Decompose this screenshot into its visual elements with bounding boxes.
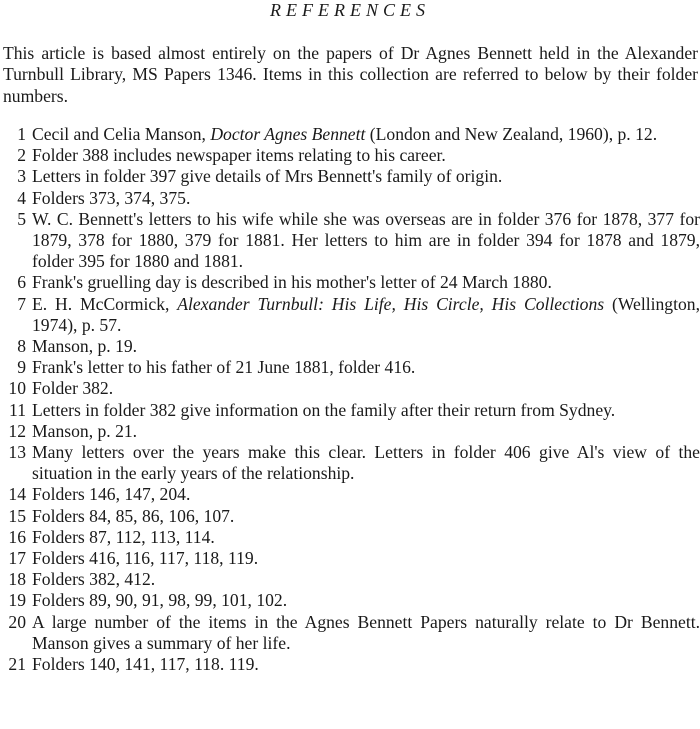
reference-item xyxy=(0,612,700,654)
reference-number: 4 xyxy=(17,187,26,208)
reference-text-main: Folders 146, 147, 204. xyxy=(32,484,191,505)
reference-number: 20 xyxy=(8,611,26,632)
reference-number: 16 xyxy=(8,526,26,547)
reference-text-main: Folder 382. xyxy=(32,378,114,399)
reference-text xyxy=(32,527,700,548)
reference-text xyxy=(32,294,700,336)
reference-number: 13 xyxy=(8,442,26,463)
reference-item xyxy=(0,400,700,421)
reference-item xyxy=(0,484,700,505)
reference-text-main: Frank's gruelling day is described in his mother's letter of 24 March 1880. xyxy=(32,272,552,293)
section-heading: REFERENCES xyxy=(270,0,430,20)
reference-item xyxy=(0,569,700,590)
reference-item xyxy=(0,336,700,357)
reference-text-main: Folders 373, 374, 375. xyxy=(32,187,191,208)
reference-text xyxy=(32,421,700,442)
reference-text-tail: (Wellington, 1974), p. 57. xyxy=(32,293,700,335)
reference-text-main: W. C. Bennett's letters to his wife while she was overseas are in folder 376 for 1878, 377 for 1879, 378 for 1880, 379 for 1881. Her letters to him are in folder 394 for 1878 and 1879, folder 395 for 1880 and 1881. xyxy=(32,208,700,272)
reference-number: 1 xyxy=(17,124,26,144)
reference-item xyxy=(0,442,700,484)
reference-text-main: Folders 84, 85, 86, 106, 107. xyxy=(32,505,235,526)
reference-text xyxy=(32,209,700,273)
reference-number: 3 xyxy=(17,166,26,187)
reference-text-main: Letters in folder 397 give details of Mrs Bennett's family of origin. xyxy=(32,166,503,187)
reference-text-main: Manson, p. 21. xyxy=(32,420,138,441)
reference-text xyxy=(32,336,700,357)
reference-text xyxy=(32,484,700,505)
reference-item xyxy=(0,654,700,675)
reference-item xyxy=(0,506,700,527)
reference-number: 19 xyxy=(8,590,26,611)
reference-title: Alexander Turnbull: His Life, His Circle, His Collections xyxy=(177,293,605,314)
reference-number: 7 xyxy=(17,293,26,314)
reference-item xyxy=(0,378,700,399)
reference-text xyxy=(32,188,700,209)
reference-text-main: Folders 382, 412. xyxy=(32,569,156,590)
reference-text xyxy=(32,400,700,421)
reference-text xyxy=(32,145,700,166)
reference-text xyxy=(32,548,700,569)
reference-text xyxy=(32,357,700,378)
reference-item xyxy=(0,294,700,336)
reference-text-main: E. H. McCormick, xyxy=(32,293,178,314)
reference-number: 17 xyxy=(8,548,26,569)
reference-text-main: A large number of the items in the Agnes Bennett Papers naturally relate to Dr Bennett. Manson gives a summary of her life. xyxy=(32,611,700,653)
reference-item xyxy=(0,166,700,187)
reference-text xyxy=(32,590,700,611)
reference-number: 15 xyxy=(8,505,26,526)
reference-text-main: Folders 87, 112, 113, 114. xyxy=(32,526,215,547)
reference-item xyxy=(0,188,700,209)
reference-text-main: Frank's letter to his father of 21 June 1881, folder 416. xyxy=(32,357,416,378)
reference-number: 12 xyxy=(8,420,26,441)
reference-item xyxy=(0,357,700,378)
reference-text-main: Letters in folder 382 give information on the family after their return from Sydney. xyxy=(32,399,616,420)
reference-text-tail: (London and New Zealand, 1960), p. 12. xyxy=(365,124,658,144)
reference-text-main: Cecil and Celia Manson, xyxy=(32,124,211,144)
reference-text xyxy=(32,166,700,187)
reference-number: 11 xyxy=(9,399,26,420)
reference-text xyxy=(32,612,700,654)
reference-number: 14 xyxy=(8,484,26,505)
reference-item xyxy=(0,548,700,569)
reference-item xyxy=(0,590,700,611)
reference-item xyxy=(0,209,700,273)
reference-number: 6 xyxy=(17,272,26,293)
reference-number: 18 xyxy=(8,569,26,590)
reference-item xyxy=(0,421,700,442)
reference-text xyxy=(32,124,700,145)
reference-text xyxy=(32,272,700,293)
reference-text xyxy=(32,569,700,590)
reference-text xyxy=(32,506,700,527)
reference-text-main: Folder 388 includes newspaper items relating to his career. xyxy=(32,145,446,166)
reference-text xyxy=(32,442,700,484)
reference-number: 9 xyxy=(17,357,26,378)
reference-text-main: Folders 416, 116, 117, 118, 119. xyxy=(32,548,259,569)
reference-item xyxy=(0,272,700,293)
reference-item xyxy=(0,124,700,145)
reference-text xyxy=(32,378,700,399)
reference-text-main: Folders 89, 90, 91, 98, 99, 101, 102. xyxy=(32,590,288,611)
reference-title: Doctor Agnes Bennett xyxy=(210,124,366,144)
reference-number: 5 xyxy=(17,208,26,229)
reference-text xyxy=(32,654,700,675)
reference-number: 2 xyxy=(17,145,26,166)
reference-text-main: Manson, p. 19. xyxy=(32,336,138,357)
reference-item xyxy=(0,527,700,548)
intro-paragraph: This article is based almost entirely on the papers of Dr Agnes Bennett held in the Alexander Turnbull Library, MS Papers 1346. Items in this collection are referred to below by their folder numbers. xyxy=(3,43,698,106)
reference-number: 10 xyxy=(8,378,26,399)
reference-text-main: Folders 140, 141, 117, 118. 119. xyxy=(32,654,259,675)
reference-item xyxy=(0,145,700,166)
reference-number: 8 xyxy=(17,336,26,357)
reference-list xyxy=(0,124,700,675)
reference-number: 21 xyxy=(8,654,26,675)
reference-text-main: Many letters over the years make this clear. Letters in folder 406 give Al's view of the situation in the early years of the relationship. xyxy=(32,442,700,484)
